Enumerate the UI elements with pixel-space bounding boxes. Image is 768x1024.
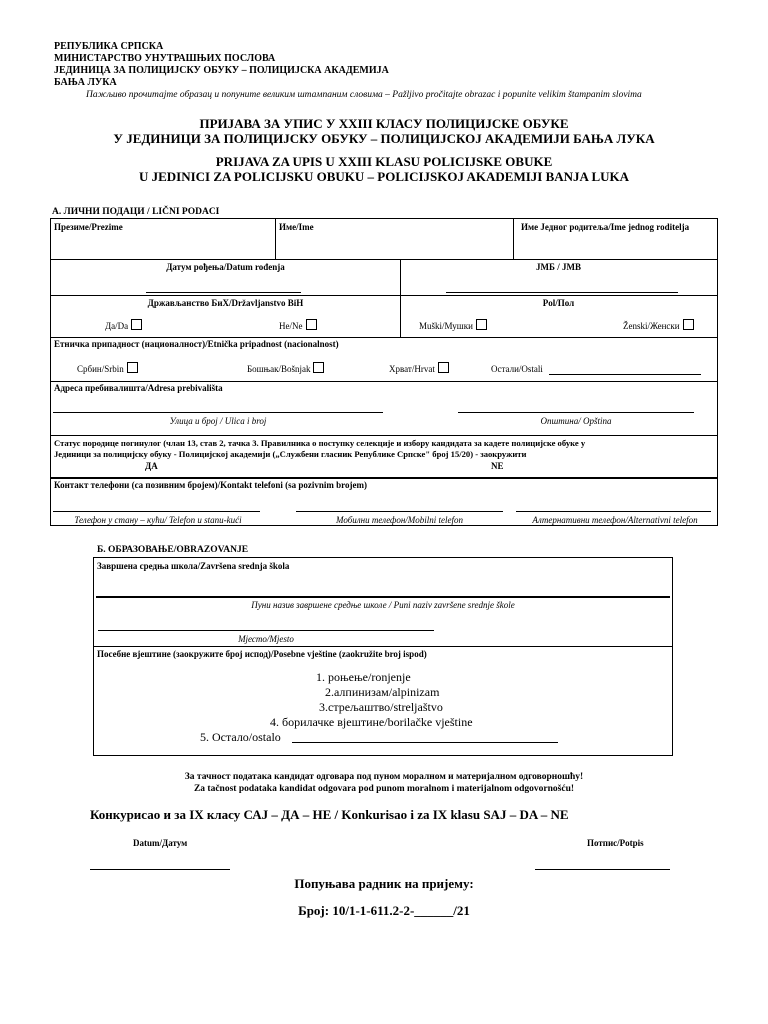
phone-home-caption: Телефон у стану – кући/ Telefon u stanu-kući — [74, 515, 242, 525]
municipality-caption: Општина/ Opština — [540, 416, 612, 426]
skill-shooting[interactable]: 3.стрељаштво/streljaštvo — [319, 700, 443, 714]
male-label: Muški/Мушки — [419, 321, 473, 331]
croat-label: Хрват/Hrvat — [389, 364, 435, 374]
dob-label: Датум рођења/Datum rođenja — [166, 262, 285, 272]
signature-field[interactable] — [535, 869, 670, 870]
header-line-4: БАЊА ЛУКА — [54, 77, 117, 88]
parent-name-label: Име Једног родитеља/Ime jednog roditelja — [521, 222, 690, 232]
citizenship-no-checkbox[interactable] — [306, 319, 317, 330]
bosniak-label: Бошњак/Bošnjak — [247, 364, 311, 374]
name-label: Име/Ime — [279, 222, 314, 232]
school-full-caption: Пуни назив завршене средње школе / Puni naziv završene srednje škole — [251, 600, 515, 610]
skills-label: Посебне вјештине (заокружите број испод)/Posebne vještine (zaokružite broj ispod) — [97, 649, 427, 659]
serb-label: Србин/Srbin — [77, 364, 124, 374]
responsibility-note — [0, 771, 768, 795]
phone-home-field[interactable] — [53, 511, 260, 512]
contact-label: Контакт телефони (са позивним бројем)/Kontakt telefoni (sa pozivnim brojem) — [54, 480, 367, 490]
sex-label: Pol/Пол — [542, 298, 575, 308]
place-caption: Мјесто/Mjesto — [238, 634, 294, 644]
skill-other-field[interactable] — [292, 742, 558, 743]
skill-other[interactable]: 5. Остало/ostalo — [200, 730, 281, 744]
header-line-2: МИНИСТАРСТВО УНУТРАШЊИХ ПОСЛОВА — [54, 53, 276, 64]
jmb-field[interactable] — [446, 292, 678, 293]
citizenship-yes-checkbox[interactable] — [131, 319, 142, 330]
skill-martial-arts[interactable]: 4. борилачке вјештине/borilačke vještine — [270, 715, 473, 729]
status-yes[interactable]: ДА — [145, 461, 158, 471]
registration-number: Број: 10/1-1-611.2-2-______/21 — [298, 903, 470, 918]
surname-label: Презиме/Prezime — [54, 222, 123, 232]
title-cyrillic — [0, 116, 768, 146]
croat-checkbox[interactable] — [438, 362, 449, 373]
status-line-1: Статус породице погинулог (члан 13, став 2, тачка 3. Правилника о поступку селекције и избору кандидата за кадете полицијске обуке у — [54, 438, 586, 448]
male-checkbox[interactable] — [476, 319, 487, 330]
phone-alt-caption: Алтернативни телефон/Alternativni telefon — [532, 515, 698, 525]
status-line-2: Јединици за полицијску обуку - Полицијској академији („Службени гласник Републике Српске" број 15/20) - заокружити — [54, 449, 527, 459]
female-checkbox[interactable] — [683, 319, 694, 330]
header-line-1: РЕПУБЛИКА СРПСКА — [54, 41, 164, 52]
other-label: Остали/Ostali — [491, 364, 543, 374]
phone-mobile-caption: Мобилни телефон/Mobilni telefon — [335, 515, 464, 525]
signature-label: Потпис/Potpis — [587, 838, 644, 848]
header-line-3: ЈЕДИНИЦА ЗА ПОЛИЦИЈСКУ ОБУКУ – ПОЛИЦИЈСКА АКАДЕМИЈА — [54, 65, 389, 76]
personal-data-table — [50, 218, 718, 526]
bosniak-checkbox[interactable] — [313, 362, 324, 373]
citizenship-yes-label: Да/Da — [105, 321, 129, 331]
other-field[interactable] — [549, 374, 701, 375]
dob-field[interactable] — [146, 292, 301, 293]
section-b-title: Б. ОБРАЗОВАЊЕ/OBRAZOVANJE — [97, 545, 249, 555]
citizenship-label: Држављанство БиХ/Državljanstvo BiH — [147, 298, 304, 308]
title-lat-line-2: U JEDINICI ZA POLICIJSKU OBUKU – POLICIJSKOJ AKADEMIJI BANJA LUKA — [138, 169, 630, 184]
title-lat-line-1: PRIJAVA ZA UPIS U XXIII KLASU POLICIJSKE OBUKE — [215, 154, 553, 169]
title-latin — [0, 154, 768, 184]
place-field[interactable] — [98, 630, 434, 631]
date-label: Datum/Датум — [133, 838, 188, 848]
issuer-header — [54, 41, 389, 89]
title-cyr-line-2: У ЈЕДИНИЦИ ЗА ПОЛИЦИЈСКУ ОБУКУ – ПОЛИЦИЈСКОЈ АКАДЕМИЈИ БАЊА ЛУКА — [113, 131, 655, 146]
serb-checkbox[interactable] — [127, 362, 138, 373]
street-field[interactable] — [53, 412, 383, 413]
section-a-title: А. ЛИЧНИ ПОДАЦИ / LIČNI PODACI — [52, 207, 220, 217]
education-table — [93, 557, 673, 756]
street-caption: Улица и број / Ulica i broj — [169, 416, 267, 426]
address-label: Адреса пребивалишта/Adresa prebivališta — [54, 383, 223, 393]
status-no[interactable]: NE — [491, 461, 504, 471]
school-field[interactable] — [96, 596, 670, 598]
date-field[interactable] — [90, 869, 230, 870]
skill-diving[interactable]: 1. роњење/ronjenje — [316, 670, 411, 684]
school-label: Завршена средња школа/Završena srednja škola — [97, 561, 290, 571]
competed-question: Конкурисао и за IX класу САЈ – ДА – НЕ / Konkurisao i za IX klasu SAJ – DA – NE — [90, 807, 569, 822]
female-label: Ženski/Женски — [623, 321, 680, 331]
title-cyr-line-1: ПРИЈАВА ЗА УПИС У XXIII КЛАСУ ПОЛИЦИЈСКЕ ОБУКЕ — [199, 116, 569, 131]
ethnicity-label: Етничка припадност (националност)/Etnička pripadnost (nacionalnost) — [54, 339, 339, 349]
skill-alpinism[interactable]: 2.алпинизам/alpinizam — [325, 685, 440, 699]
phone-mobile-field[interactable] — [296, 511, 503, 512]
citizenship-no-label: Не/Ne — [279, 321, 303, 331]
instruction-text: Пажљиво прочитајте образац и попуните великим штампаним словима – Pažljivo pročitajte obrazac i popunite velikim štampanim slovima — [86, 90, 642, 100]
clerk-label: Попуњава радник на пријему: — [294, 876, 474, 891]
phone-alt-field[interactable] — [516, 511, 711, 512]
jmb-label: ЈМБ / JMB — [536, 262, 581, 272]
municipality-field[interactable] — [458, 412, 694, 413]
responsibility-cyr: За тачност података кандидат одговара под пуном моралном и материјалном одговорношћу! — [184, 772, 584, 782]
responsibility-lat: Za tačnost podataka kandidat odgovara pod punom moralnom i materijalnom odgovornošću! — [193, 784, 575, 794]
